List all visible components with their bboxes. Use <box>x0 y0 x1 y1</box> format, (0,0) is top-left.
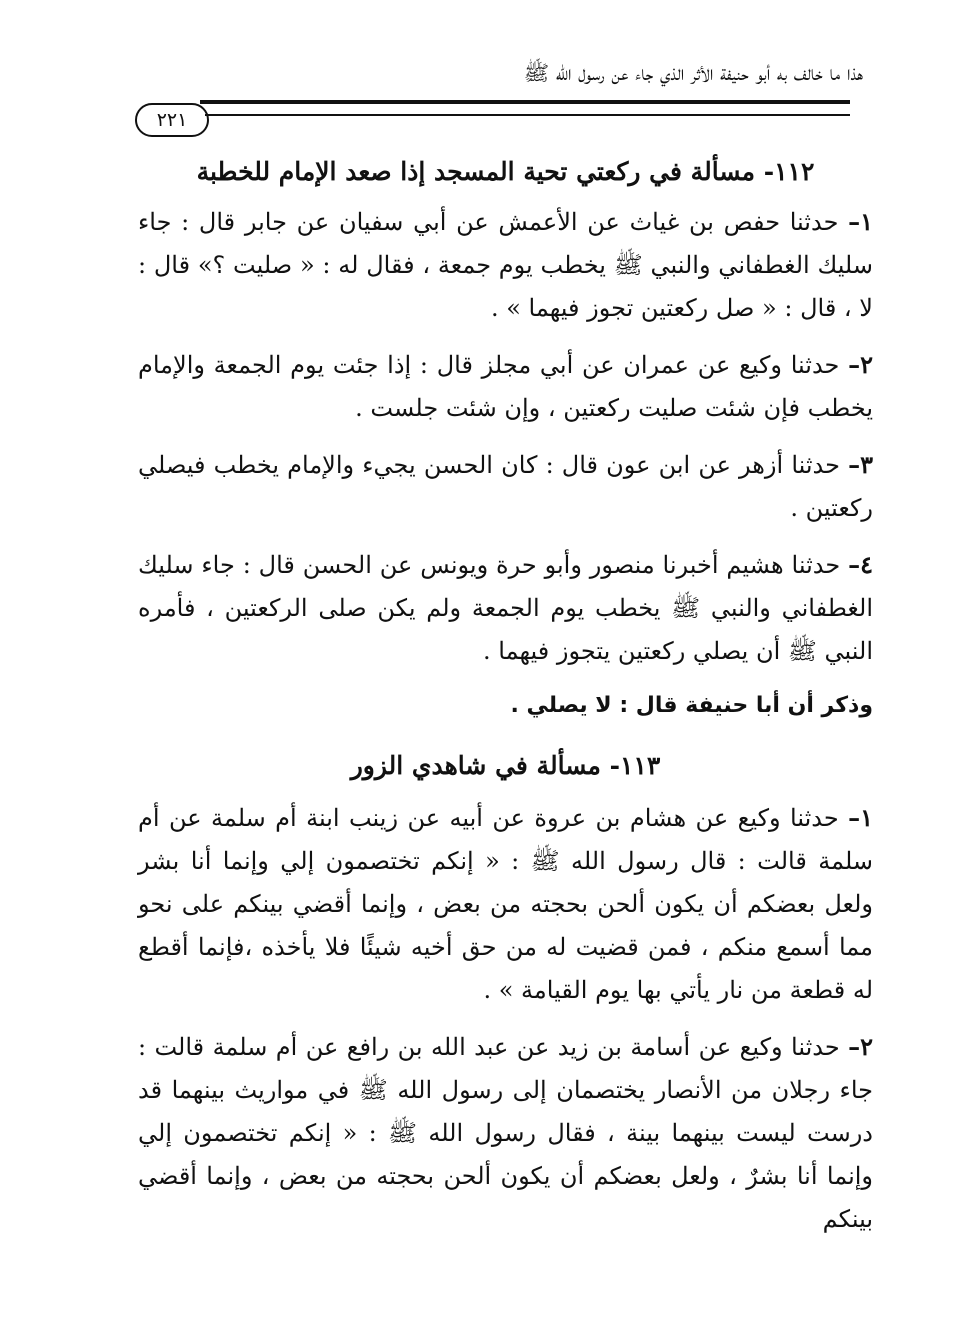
hadith-number: ٢– <box>848 1032 873 1061</box>
hadith-113-1 <box>138 796 873 1012</box>
hadith-text: حدثنا وكيع عن هشام بن عروة عن أبيه عن زينب ابنة أم سلمة عن أم سلمة قالت : قال رسول الله ﷺ : « إنكم تختصمون إلي وإنما أنا بشر ولعل بعضكم أن يكون ألحن بحجته من بعض ، وإنما أقضي بينكم على نحو مما أسمع منكم ، فمن قضيت له من حق أخيه شيئًا فلا يأخذه ،فإنما أقطع له قطعة من نار يأتي بها يوم القيامة » . <box>138 804 873 1004</box>
running-header: هذا ما خالف به أبو حنيفة الأثر الذي جاء عن رسول الله ﷺ <box>523 61 863 85</box>
page-body <box>138 150 873 1254</box>
hadith-number: ١– <box>848 207 873 236</box>
hadith-number: ٢– <box>848 350 873 379</box>
hadith-112-2 <box>138 343 873 430</box>
hadith-112-3 <box>138 443 873 530</box>
abu-hanifa-note: وذكر أن أبا حنيفة قال : لا يصلي . <box>510 693 873 718</box>
header-rule-thick <box>200 100 850 104</box>
hadith-number: ٤– <box>848 550 873 579</box>
hadith-text: حدثنا وكيع عن عمران عن أبي مجلز قال : إذا جئت يوم الجمعة والإمام يخطب فإن شئت صليت ركعتين ، وإن شئت جلست . <box>138 351 873 422</box>
hadith-113-2 <box>138 1025 873 1241</box>
section-112-heading: ١١٢- مسألة في ركعتي تحية المسجد إذا صعد الإمام للخطبة <box>196 157 815 186</box>
hadith-112-4 <box>138 543 873 673</box>
page-number: ٢٢١ <box>135 103 209 137</box>
hadith-text: حدثنا هشيم أخبرنا منصور وأبو حرة ويونس عن الحسن قال : جاء سليك الغطفاني والنبي ﷺ يخطب يوم الجمعة ولم يكن صلى الركعتين ، فأمره النبي ﷺ أن يصلي ركعتين يتجوز فيهما . <box>138 551 873 665</box>
hadith-text: حدثنا حفص بن غياث عن الأعمش عن أبي سفيان عن جابر قال : جاء سليك الغطفاني والنبي ﷺ يخطب يوم جمعة ، فقال له : « صليت ؟» قال : لا ، قال : « صل ركعتين تجوز فيهما » . <box>138 208 873 322</box>
hadith-text: حدثنا وكيع عن أسامة بن زيد عن عبد الله بن رافع عن أم سلمة قالت : جاء رجلان من الأنصار يختصمان إلى رسول الله ﷺ في مواريث بينهما قد درست ليست بينهما بينة ، فقال رسول الله ﷺ : « إنكم تختصمون إلي وإنما أنا بشرٌ ، ولعل بعضكم أن يكون ألحن بحجته من بعض ، وإنما أقضي بينكم <box>138 1033 874 1233</box>
section-113-heading: ١١٣- مسألة في شاهدي الزور <box>350 751 661 780</box>
hadith-112-1 <box>138 200 873 330</box>
hadith-text: حدثنا أزهر عن ابن عون قال : كان الحسن يجيء والإمام يخطب فيصلي ركعتين . <box>138 451 873 522</box>
hadith-number: ١– <box>848 803 874 832</box>
hadith-number: ٣– <box>848 450 873 479</box>
header-rule-thin <box>205 114 850 116</box>
